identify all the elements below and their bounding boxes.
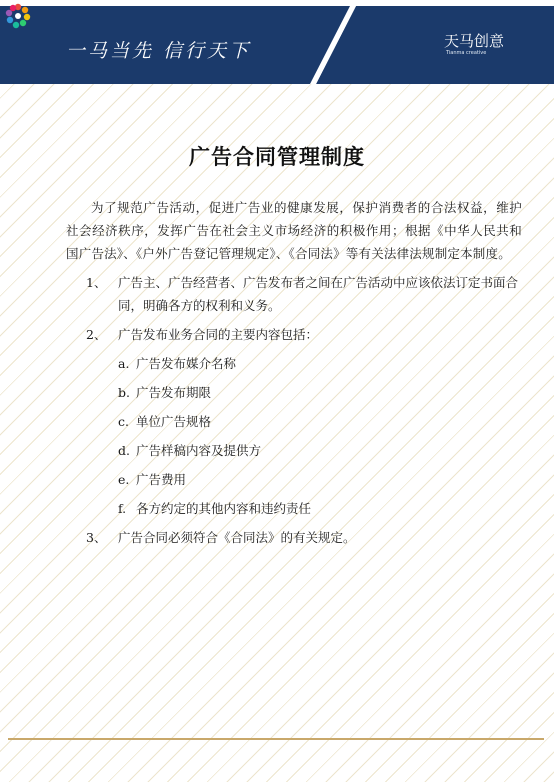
item-text: 广告主、广告经营者、广告发布者之间在广告活动中应该依法订定书面合同，明确各方的权利和义务。 bbox=[118, 275, 519, 313]
sub-list-item bbox=[118, 381, 522, 404]
header-slogan: 一马当先 信行天下 bbox=[66, 40, 252, 62]
item-text: 广告合同必须符合《合同法》的有关规定。 bbox=[118, 530, 356, 545]
sub-list-item bbox=[118, 468, 522, 491]
sub-item-letter: e. bbox=[118, 472, 130, 487]
sub-item-text: 各方约定的其他内容和违约责任 bbox=[135, 501, 311, 516]
list-item bbox=[66, 271, 522, 317]
item-number: 2、 bbox=[86, 327, 107, 342]
intro-paragraph: 为了规范广告活动，促进广告业的健康发展，保护消费者的合法权益，维护社会经济秩序，发挥广告在社会主义市场经济的积极作用；根据《中华人民共和国广告法》、《户外广告登记管理规定》、《合同法》等有关法律法规制定本制度。 bbox=[66, 200, 522, 261]
document-body bbox=[66, 196, 522, 549]
item-number: 1、 bbox=[86, 275, 107, 290]
sub-item-letter: b. bbox=[118, 385, 130, 400]
sub-list-item bbox=[118, 439, 522, 462]
sub-item-letter: f. bbox=[118, 501, 127, 516]
sub-item-text: 广告样稿内容及提供方 bbox=[135, 443, 261, 458]
sub-item-letter: a. bbox=[118, 356, 130, 371]
brand-logo-text: 天马创意 bbox=[444, 32, 505, 50]
list-item bbox=[66, 323, 522, 346]
sub-list-item bbox=[118, 352, 522, 375]
sub-item-text: 广告发布期限 bbox=[135, 385, 211, 400]
sub-item-text: 广告费用 bbox=[135, 472, 186, 487]
sub-item-text: 广告发布媒介名称 bbox=[135, 356, 236, 371]
header-banner bbox=[0, 0, 554, 84]
footer-divider bbox=[8, 738, 544, 740]
sub-item-letter: d. bbox=[118, 443, 130, 458]
sub-item-text: 单位广告规格 bbox=[135, 414, 211, 429]
sub-list-item bbox=[118, 410, 522, 433]
list-item bbox=[66, 526, 522, 549]
brand-logo-subtext: Tianma creative bbox=[446, 50, 487, 56]
item-text: 广告发布业务合同的主要内容包括： bbox=[118, 327, 319, 342]
item-number: 3、 bbox=[86, 530, 107, 545]
brand-logo-icon bbox=[0, 0, 110, 40]
sub-item-letter: c. bbox=[118, 414, 129, 429]
document-title: 广告合同管理制度 bbox=[189, 145, 365, 169]
sub-list-item bbox=[118, 497, 522, 520]
